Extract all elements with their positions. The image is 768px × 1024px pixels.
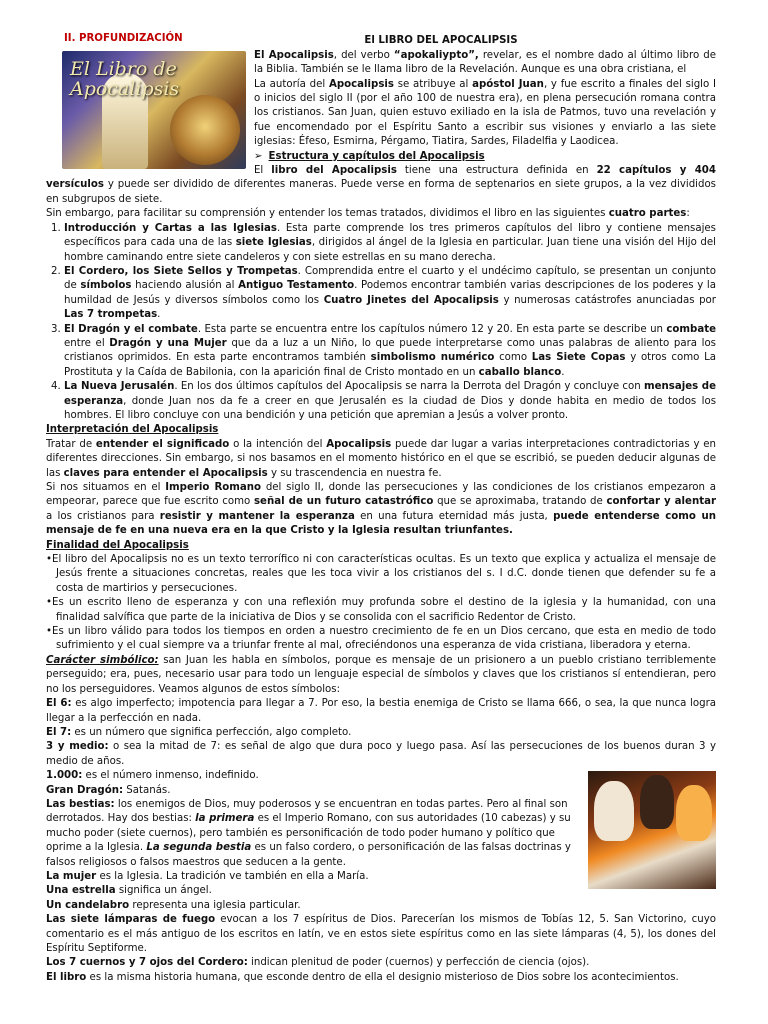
part-item-1: [64, 222, 716, 265]
part-1-text-1: . Esta parte comprende los tres primeros capítulos del libro y contiene mensajes específicos para cada una de las: [64, 222, 716, 249]
intro-text-2: revelar, es el nombre dado al último libro de la Biblia. También se le llama libro de la Revelación. Aunque es una obra cristiana, el: [254, 49, 717, 76]
symbol-horns-eyes: [46, 956, 716, 970]
interp-bold-7: resistir y mantener la esperanza: [159, 510, 355, 522]
symbol-3-half-term: 3 y medio:: [46, 741, 109, 753]
document-page: [46, 32, 716, 985]
beasts-text-1: los enemigos de Dios, muy poderosos y se encuentran en todas partes. Pero al final son derrotados. Hay dos bestias:: [46, 798, 568, 825]
beasts-term: Las bestias:: [46, 798, 115, 810]
symbol-6-term: El 6:: [46, 698, 72, 710]
structure-paragraph-2: [46, 207, 716, 221]
finality-item-2: • Es un escrito lleno de esperanza y con una reflexión muy profunda sobre el destino de la iglesia y la humanidad, con una finalidad salvífica que parte de la iniciativa de Dios y se consolida con el sacrificio Redentor de Cristo.: [46, 596, 716, 625]
interpretation-paragraph-2: [46, 481, 716, 539]
part-3-text-4: como: [494, 352, 532, 364]
image-horse-shape-1: [594, 781, 634, 841]
part-4-bold-2: mensajes de esperanza: [64, 381, 716, 407]
beasts-first: la primera: [195, 813, 255, 825]
part-3-text-5: y otros como La Prostituta y la Caída de Babilonia, con la aparición final de Cristo montado en un: [64, 352, 717, 378]
part-3-bold-6: caballo blanco: [478, 366, 562, 378]
interp-text-7: que se aproximaba, tratando de: [433, 496, 607, 508]
section-title: II. PROFUNDIZACIÓN: [64, 33, 183, 44]
struct-bold-1: libro del Apocalipsis: [271, 165, 397, 177]
apocalypse-book-image: [62, 51, 246, 169]
interp-text-9: en una futura eternidad más justa,: [354, 510, 554, 522]
symbol-horns-eyes-term: Los 7 cuernos y 7 ojos del Cordero:: [46, 957, 248, 969]
part-2-text-1: . Comprendida entre el cuarto y el undécimo capítulo, se presentan un conjunto de: [64, 265, 717, 292]
part-1-bold-2: siete Iglesias: [235, 237, 312, 249]
intro-bold-2: “apokaliypto”,: [393, 49, 479, 61]
part-3-bold-4: simbolismo numérico: [370, 352, 495, 364]
document-title-text: El LIBRO DEL APOCALIPSIS: [364, 35, 518, 47]
part-4-text-1: . En los dos últimos capítulos del Apocalipsis se narra la Derrota del Dragón y concluye con: [174, 381, 645, 393]
symbol-candelabrum: [46, 899, 716, 913]
beasts-text-2: es el Imperio Romano, con sus autoridades (10 cabezas) y su mucho poder (siete cuernos), pero también es personificación de todo poder humano y político que oprime a la Iglesia.: [46, 813, 571, 854]
intro-bold-3: Apocalipsis: [328, 78, 394, 90]
symbol-7-def: es un número que significa perfección, algo completo.: [71, 726, 352, 738]
part-2-bold-5: Las 7 trompetas: [64, 309, 158, 321]
symbol-book-term: El libro: [46, 971, 87, 983]
symbol-dragon-def: Satanás.: [123, 784, 171, 796]
symbol-1000-term: 1.000:: [46, 770, 83, 782]
part-2-bold-2: símbolos: [80, 280, 132, 292]
symbol-star-term: Una estrella: [46, 885, 116, 897]
interp-bold-1: entender el significado: [95, 438, 230, 450]
struct-text-2: tiene una estructura definida en: [396, 165, 597, 177]
beasts-text-3: es un falso cordero, o personificación de las falsas doctrinas y falsos religiosos o falsos maestros que seducen a la gente.: [46, 842, 571, 868]
part-4-title: La Nueva Jerusalén: [64, 381, 175, 393]
part-4-text-2: , donde Juan nos da fe a creer en que Jerusalén es la ciudad de Dios y donde habita en medio de todos los hombres. El libro concluye con una bendición y una petición que apremian a Jesús a volver pronto.: [64, 395, 716, 421]
symbol-lamps: [46, 913, 716, 956]
symbolic-text: san Juan les habla en símbolos, porque es mensaje de un prisionero a un pueblo cristiano terriblemente perseguido; era, pues, necesario usar para todo un lenguaje especial de símbolos y claves que los cristianos sí entendieran, pero no los perseguidores. Veamos algunos de estos símbolos:: [46, 654, 716, 695]
struct-text-1: El: [254, 165, 272, 177]
structure-heading-text: Estructura y capítulos del Apocalipsis: [268, 150, 485, 162]
part-2-title: El Cordero, los Siete Sellos y Trompetas: [64, 265, 298, 277]
symbol-book-def: es la misma historia humana, que esconde dentro de ella el designio misterioso de Dios sobre los acontecimientos.: [86, 971, 679, 983]
beasts-second: La segunda bestia: [146, 842, 252, 854]
interp-bold-3: claves para entender el Apocalipsis: [63, 467, 268, 479]
part-3-text-2: entre el: [64, 337, 110, 349]
finality-heading-text: Finalidad del Apocalipsis: [46, 539, 189, 551]
image-horse-shape-2: [640, 775, 674, 829]
symbolic-paragraph: [46, 654, 716, 697]
interpretation-heading-text: Interpretación del Apocalipsis: [46, 424, 219, 436]
struct-text-4: Sin embargo, para facilitar su comprensión y entender los temas tratados, dividimos el libro en las siguientes: [46, 208, 609, 220]
interp-bold-8: puede entenderse como un mensaje de fe en una nueva era en la que Cristo y la Iglesia resultan triunfantes.: [46, 510, 716, 537]
struct-bold-2: 22 capítulos y 404 versículos: [46, 165, 716, 191]
symbol-7: [46, 726, 716, 740]
image-horse-shape-3: [676, 785, 712, 841]
intro-text-4: se atribuye al: [393, 78, 473, 90]
symbol-star-def: significa un ángel.: [115, 885, 212, 897]
symbol-3-half: [46, 740, 716, 769]
part-2-bold-3: Antiguo Testamento: [238, 280, 355, 292]
part-1-text-2: , dirigidos al ángel de la Iglesia en particular. Juan tiene una visión del Hijo del hombre caminando entre siete candeleros y con siete estrellas en su mano derecha.: [64, 237, 716, 263]
part-item-4: [64, 380, 716, 423]
part-3-text-1: . Esta parte se encuentra entre los capítulos número 12 y 20. En esta parte se describe un: [197, 323, 667, 335]
intro-bold-4: apóstol Juan: [472, 78, 544, 90]
part-2-text-5: .: [157, 309, 161, 321]
intro-text-1: , del verbo: [333, 49, 394, 61]
interpretation-heading: [46, 423, 716, 437]
interp-bold-5: señal de un futuro catastrófico: [253, 496, 434, 508]
symbol-6: [46, 697, 716, 726]
symbol-horns-eyes-def: indican plenitud de poder (cuernos) y perfección de ciencia (ojos).: [247, 957, 590, 969]
struct-text-5: :: [686, 208, 690, 220]
symbolic-label: Carácter simbólico:: [46, 654, 159, 666]
symbol-lamps-term: Las siete lámparas de fuego: [46, 914, 216, 926]
symbol-lamps-def: evocan a los 7 espíritus de Dios. Parecerían los mismos de Tobías 12, 5. San Victorino, cuyo comentario es el más antiguo de los escritos en latín, ve en estos siete espíritus como en las siete lámparas (4, 5), los dones del Espíritu Septiforme.: [46, 914, 716, 954]
part-2-text-2: haciendo alusión al: [131, 280, 239, 292]
intro-text-3: La autoría del: [254, 78, 329, 90]
interp-text-6: del siglo II, donde las persecuciones y las condiciones de los cristianos empezaron a empeorar, parece que fue escrito como: [46, 482, 716, 508]
part-2-bold-4: Cuatro Jinetes del Apocalipsis: [323, 294, 499, 306]
symbol-6-def: es algo imperfecto; impotencia para llegar a 7. Por eso, la bestia enemiga de Cristo se llama 666, o sea, la que nunca logra llegar a la perfección en nada.: [46, 698, 717, 724]
symbol-7-term: El 7:: [46, 726, 72, 738]
symbol-candelabrum-term: Un candelabro: [46, 899, 130, 911]
symbol-1000-def: es el número inmenso, indefinido.: [82, 770, 259, 782]
finality-heading: [46, 539, 716, 553]
interp-text-3: puede dar lugar a varias interpretaciones contradictorias y en diferentes direcciones. Sin embargo, si nos basamos en el momento histórico en el que se escribió, se pueden deducir algunas de las: [46, 438, 716, 479]
intro-bold-1: El Apocalipsis: [254, 49, 334, 61]
parts-list: [46, 222, 716, 424]
part-3-bold-5: Las Siete Copas: [531, 352, 626, 364]
finality-item-1: • El libro del Apocalipsis no es un texto terrorífico ni con características ocultas. Es un texto que explica y actualiza el mensaje de Jesús frente a situaciones concretas, reales que les toca vivir a los cristianos del s. I d.C. donde tienen que defender su fe a costa de martirios y persecuciones.: [46, 553, 716, 596]
struct-bold-3: cuatro partes: [608, 208, 687, 220]
symbol-woman-def: es la Iglesia. La tradición ve también en ella a María.: [96, 870, 369, 882]
interpretation-paragraph-1: [46, 438, 716, 481]
image-caption-text: El Libro de Apocalipsis: [70, 57, 180, 100]
interp-text-8: a los cristianos para: [46, 510, 160, 522]
part-3-title: El Dragón y el combate: [64, 323, 198, 335]
part-3-text-3: que da a luz a un Niño, lo que puede interpretarse como unas palabras de aliento para los cristianos oprimidos. En esta parte encontramos también: [64, 337, 716, 364]
intro-text-5: , y fue escrito a finales del siglo I o inicios del siglo II (por el año 100 de nuestra era), en plena persecución romana contra los cristianos. San Juan, quien estuvo exiliado en la isla de Patmos, tuvo una revelación y fue encomendado por el Espíritu Santo a escribir sus visiones y enviarlo a las siete iglesias: Éfeso, Esmirna, Pérgamo, Tiatira, Sardes, Filadelfia y Laodicea.: [254, 78, 716, 148]
symbol-dragon-term: Gran Dragón:: [46, 784, 124, 796]
part-3-bold-3: Dragón y una Mujer: [109, 337, 227, 349]
structure-paragraph: [46, 164, 716, 207]
part-1-title: Introducción y Cartas a las Iglesias: [64, 222, 277, 234]
symbol-candelabrum-def: representa una iglesia particular.: [129, 899, 301, 911]
part-2-text-4: y numerosas catástrofes anunciadas por: [498, 294, 716, 306]
interp-bold-4: Imperio Romano: [165, 482, 262, 493]
part-3-text-6: .: [561, 366, 565, 378]
horses-fire-image: [588, 771, 716, 889]
image-lion-shape: [170, 95, 240, 165]
interp-text-1: Tratar de: [46, 438, 96, 450]
finality-item-3: • Es un libro válido para todos los tiempos en orden a nuestro crecimiento de fe en un Dios cercano, que esta en medio de todo sufrimiento y el cual siempre va a triunfar frente al mal, ofreciéndonos una esperanza de vida cristiana, liberadora y eterna.: [46, 625, 716, 654]
interp-text-2: o la intención del: [229, 438, 327, 450]
part-2-text-3: . Podemos encontrar también varias descripciones de los poderes y la humildad de Jesús y diversos símbolos como los: [64, 280, 716, 306]
finality-list: [46, 553, 716, 654]
symbol-book: [46, 971, 716, 985]
part-item-2: [64, 265, 716, 323]
struct-text-3: y puede ser dividido de diferentes maneras. Puede verse en forma de septenarios en siete grupos, a la vez divididos en subgrupos de siete.: [46, 179, 716, 205]
interp-bold-2: Apocalipsis: [326, 438, 392, 450]
symbol-3-half-def: o sea la mitad de 7: es señal de algo que dura poco y luego pasa. Así las persecuciones de los buenos duran 3 y medio de años.: [46, 741, 716, 767]
part-3-bold-2: combate: [666, 323, 716, 335]
symbol-woman-term: La mujer: [46, 870, 97, 882]
part-item-3: [64, 323, 716, 381]
interp-bold-6: confortar y alentar: [606, 496, 716, 508]
interp-text-4: y su trascendencia en nuestra fe.: [267, 467, 442, 479]
interp-text-5: Si nos situamos en el: [46, 482, 166, 493]
